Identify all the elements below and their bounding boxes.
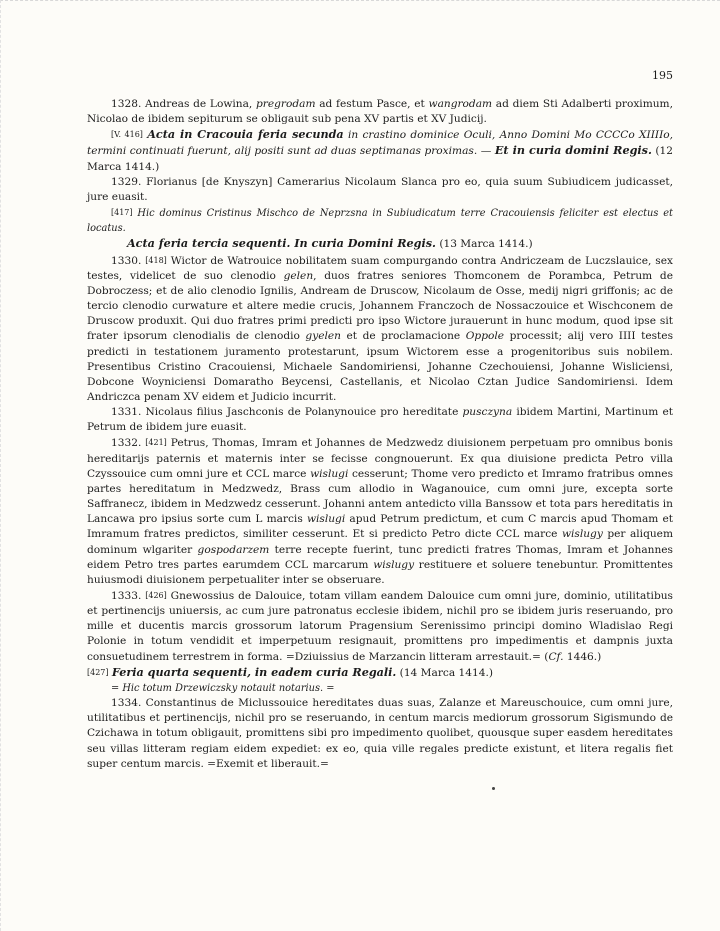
entry-1334: 1334. Constantinus de Miclussouice hereditates duas suas, Zalanze et Mareuschouice, cum omni jure, utilitatibus et pertinencijs, nichil pro se reseruando, in centum marcis mediorum grossorum Sigismundo de Czichawa in totum obligauit, promittens sibi pro impedimento quolibet, quousque super easdem hereditates seu villas litteram regiam eidem expediet: ex eo, quia ville regales predicte existunt, et litera regalis fiet super centum marcis. =Exemit et liberauit.= <box>87 697 673 770</box>
entry-1328: 1328. Andreas de Lowina, pregrodam ad festum Pasce, et wangrodam ad diem Sti Adalberti proximum, Nicolao de ibidem sepiturum se obligauit sub pena XV partis et XV Judicij. <box>87 98 673 126</box>
page-content <box>87 67 673 772</box>
entry-1333: 1333. [426] Gnewossius de Dalouice, totam villam eandem Dalouice cum omni jure, dominio, utilitatibus et pertinencijs uniuersis, ac cum jure patronatus ecclesie ibidem, nichil pro se ibidem juris reseruando, pro mille et ducentis marcis grossorum latorum Pragensium Serenissimo principi domino Wladislao Regi Polonie in totum vendidit et imperpetuum resignauit, promittens pro impedimentis et dampnis juxta consuetudinem terrestrem in forma. =Dziuissius de Marzancin litteram arrestauit.= (Cf. 1446.) <box>87 590 673 663</box>
entry-1330: 1330. [418] Wictor de Watrouice nobilitatem suam compurgando contra Andriczeam de Luczslauice, sex testes, videlicet de suo clenodio gelen, duos fratres seniores Thomconem de Porambca, Petrum de Dobroczess; et de alio clenodio Ignilis, Andream de Druscow, Nicolaum de Osse, medij nigri griffonis; ac de tercio clenodio curwature et altere medie crucis, Johannem Franczoch de Nossaczouice et Wischconem de Druscow produxit. Qui duo fratres primi predicti pro ipso Wictore jurauerunt in hunc modum, quod ipse sit frater ipsorum clenodialis de clenodio gyelen et de proclamacione Oppole processit; alij vero IIII testes predicti in testationem juramento protestarunt, ipsum Wictorem esse a progenitoribus suis nobilem. Presentibus Cristino Cracouiensi, Michaele Sandomiriensi, Johanne Czechouiensi, Johanne Wisliciensi, Dobcone Woyniciensi Domaratho Beycensi, Castellanis, et Nicolao Cztan Judice Sandomiriensi. Idem Andriczca penam XV eidem et Judicio incurrit. <box>87 254 674 403</box>
session-heading-427: [427] Feria quarta sequenti, in eadem curia Regali. (14 Marca 1414.) <box>87 664 493 679</box>
entry-1331: 1331. Nicolaus filius Jaschconis de Polanynouice pro hereditate pusczyna ibidem Martini, Martinum et Petrum de ibidem jure euasit. <box>87 406 674 434</box>
note-427: = Hic totum Drzewiczsky notauit notarius. = <box>111 682 335 694</box>
entry-1329: 1329. Florianus [de Knyszyn] Camerarius Nicolaum Slanca pro eo, quia suum Subiudicem judicasset, jure euasit. <box>87 175 673 203</box>
note-417: [417] Hic dominus Cristinus Mischco de Neprzsna in Subiudicatum terre Cracouiensis feliciter est electus et locatus. <box>87 208 673 235</box>
session-heading-417: Acta feria tercia sequenti. In curia Domini Regis. (13 Marca 1414.) <box>127 236 533 251</box>
page-number: 195 <box>652 69 673 82</box>
ink-speck <box>492 787 495 790</box>
entry-1332: 1332. [421] Petrus, Thomas, Imram et Johannes de Medzwedz diuisionem perpetuam pro omnibus bonis hereditarijs paternis et maternis inter se fecisse congnouerunt. Ex qua diuisione predicta Petro villa Czyssouice cum omni jure et CCL marce wislugi cesserunt; Thome vero predicto et Imramo fratribus omnes partes hereditatum in Medzwedz, Brass cum allodio in Waganouice, cum omni jure, excepta sorte Saffranecz, ibidem in Medzwedz cesserunt. Johanni antem antedicto villa Banssow et tota pars hereditatis in Lancawa pro ipsius sorte cum L marcis wislugi apud Petrum predictum, et cum C marcis apud Thomam et Imramum fratres predictos, similiter cesserunt. Et si predicto Petro dicte CCL marce wislugy per aliquem dominum wlgariter gospodarzem terre recepte fuerint, tunc predicti fratres Thomas, Imram et Johannes eidem Petro tres partes earumdem CCL marcarum wislugy restituere et soluere tenebuntur. Promittentes huiusmodi diuisionem perpetualiter inter se obseruare. <box>87 437 674 586</box>
session-heading-416: [V. 416] Acta in Cracouia feria secunda in crastino dominice Oculi, Anno Domini Mo CCCCo XIIIIo, termini continuati fuerunt, alij positi sunt ad duas septimanas proximas. — Et in curia domini Regis. (12 Marca 1414.) <box>87 127 674 173</box>
